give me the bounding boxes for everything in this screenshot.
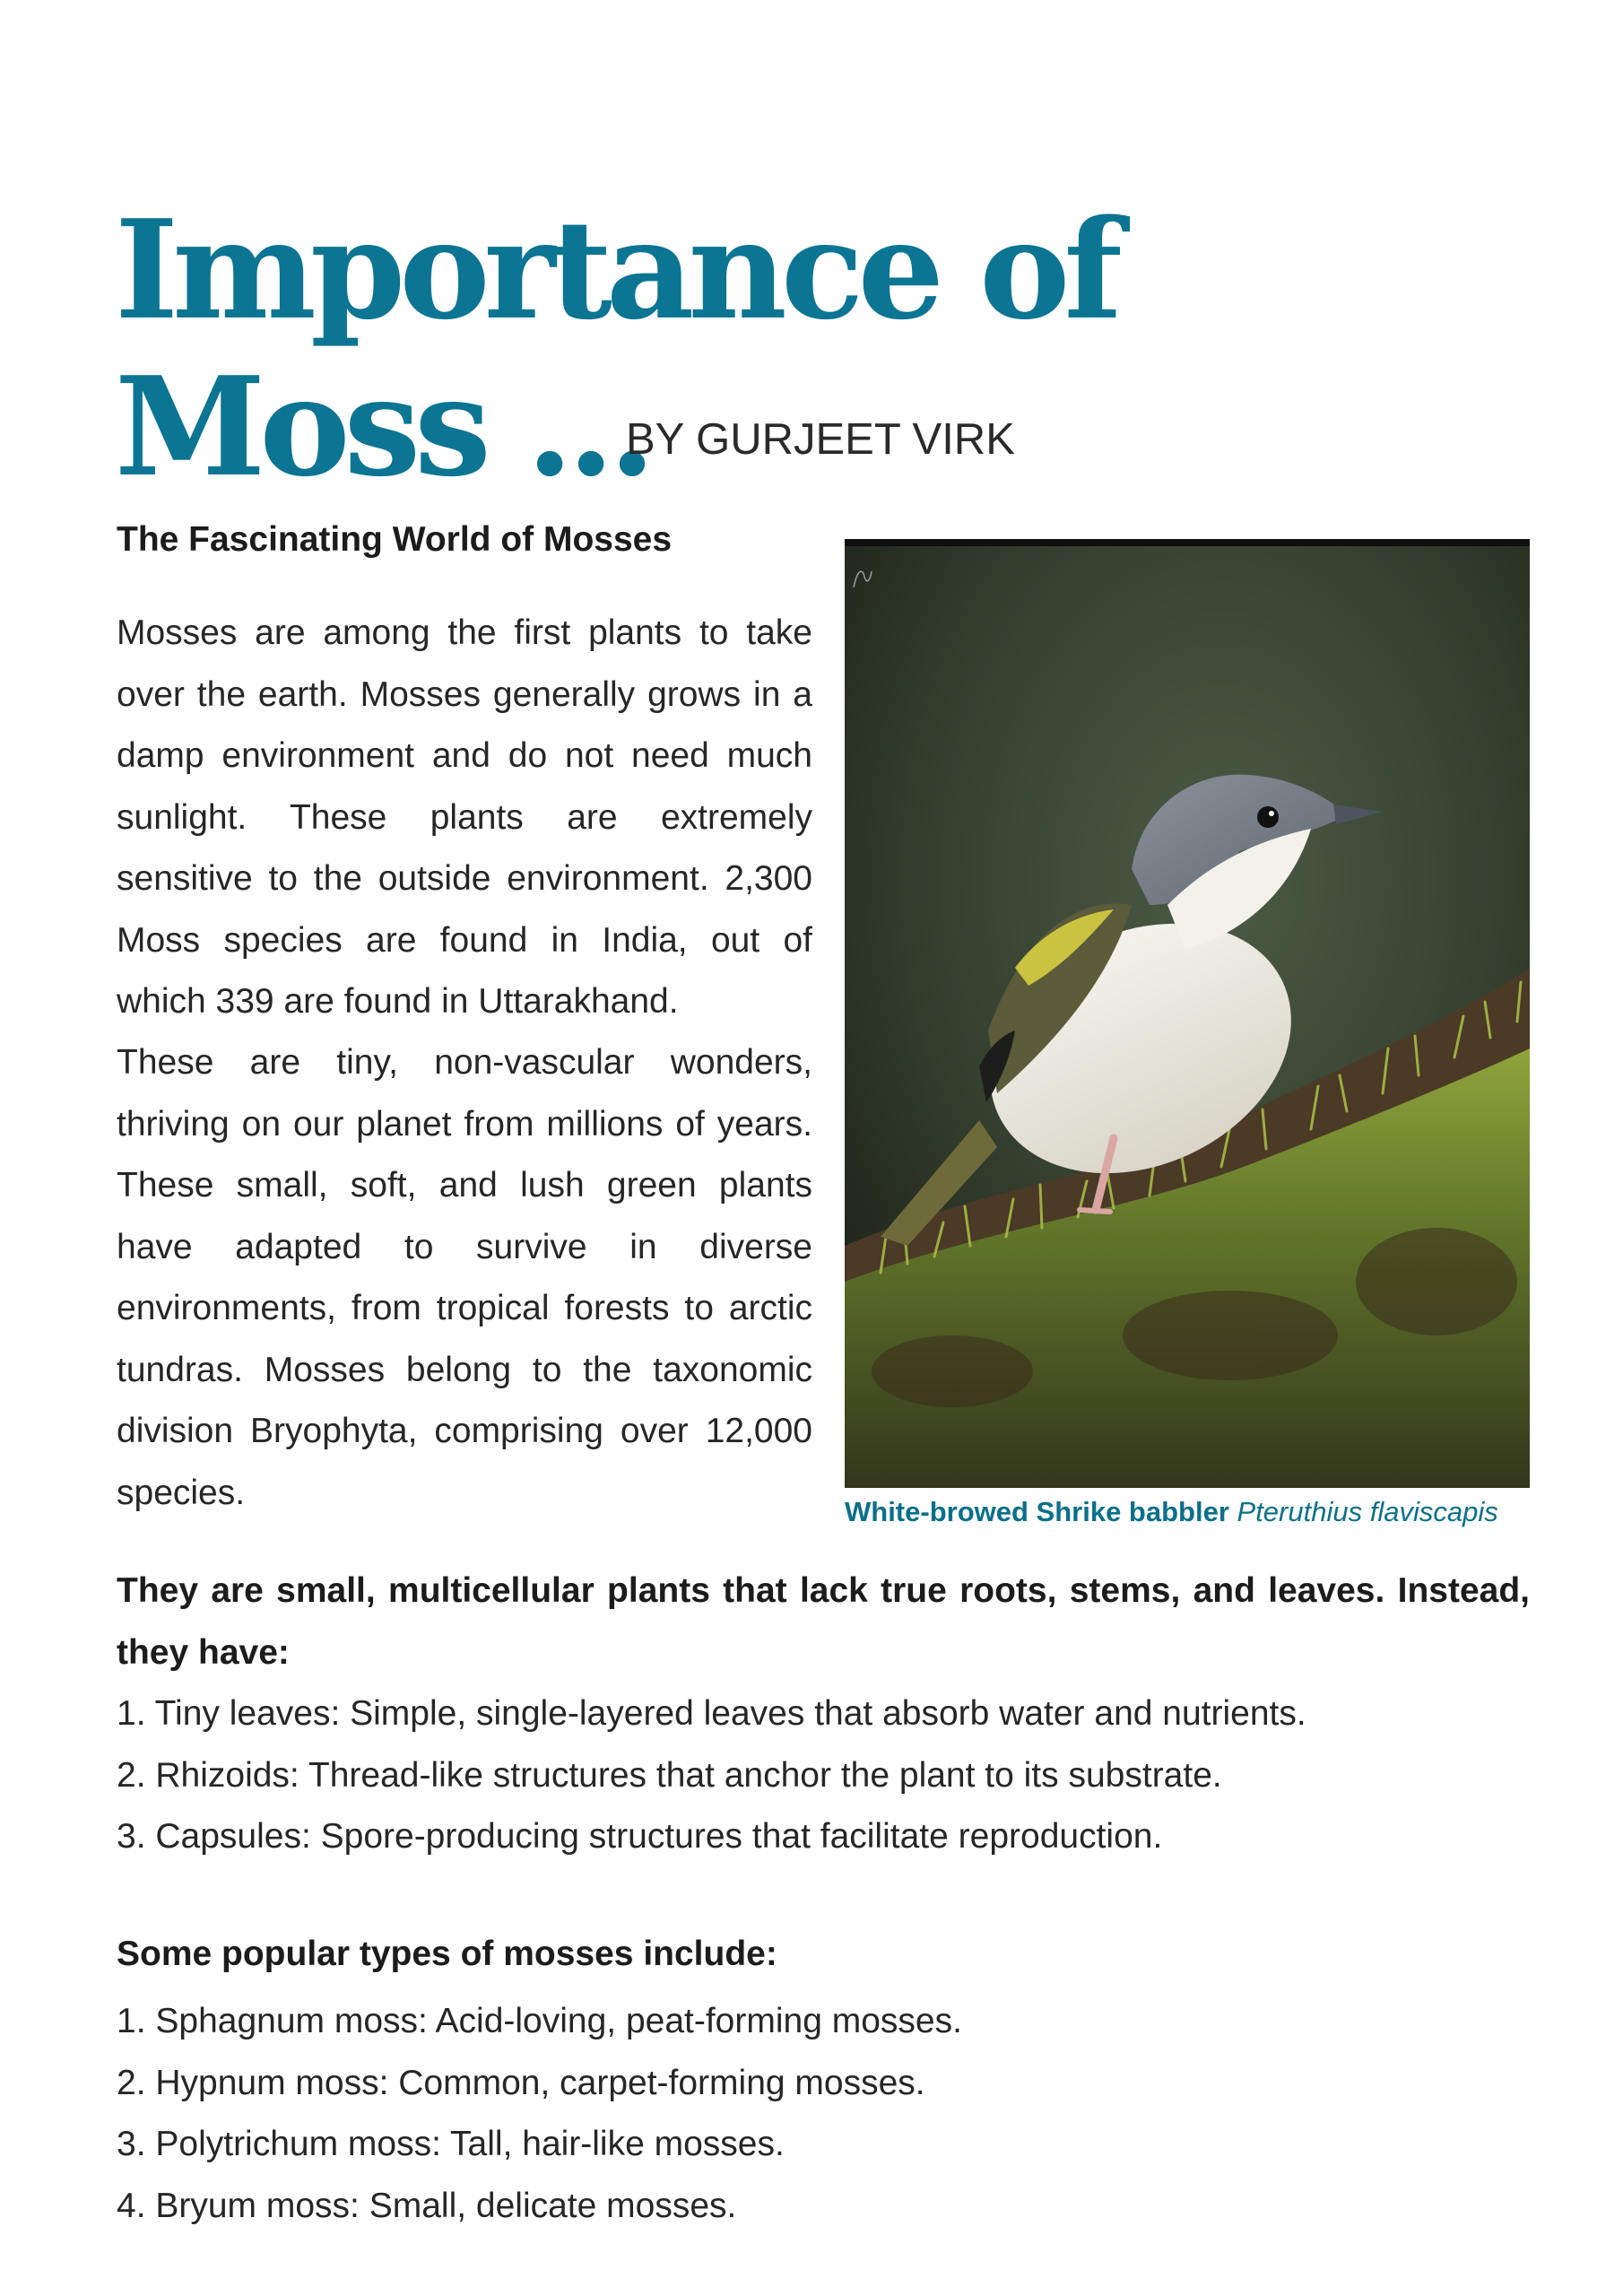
list-item: 2. Hypnum moss: Common, carpet-forming mosses. (117, 2063, 925, 2102)
article-title-line-1: Importance of (115, 189, 1116, 350)
photo-caption (845, 1494, 1530, 1530)
list-item: 3. Capsules: Spore-producing structures that facilitate reproduction. (117, 1817, 1163, 1856)
bird-on-moss-photo (845, 539, 1530, 1488)
author-byline: BY GURJEET VIRK (626, 415, 1015, 464)
caption-latin-name: Pteruthius flaviscapis (1237, 1496, 1498, 1527)
list-item: 3. Polytrichum moss: Tall, hair-like mosses. (117, 2125, 785, 2163)
section-subtitle: The Fascinating World of Mosses (117, 520, 673, 559)
list-item: 4. Bryum moss: Small, delicate mosses. (117, 2186, 737, 2225)
types-heading: Some popular types of mosses include: (117, 1935, 777, 1973)
list-item: 1. Tiny leaves: Simple, single-layered leaves that absorb water and nutrients. (117, 1694, 1306, 1733)
list-item: 1. Sphagnum moss: Acid-loving, peat-forming mosses. (117, 2002, 962, 2040)
features-list (117, 1683, 1306, 1868)
caption-common-name: White-browed Shrike babbler (845, 1496, 1229, 1527)
article-title-line-2: Moss ... (115, 346, 650, 507)
features-intro: They are small, multicellular plants that lack true roots, stems, and leaves. Instead, they have: (117, 1571, 1530, 1672)
photographer-signature-icon (850, 561, 875, 596)
list-item: 2. Rhizoids: Thread-like structures that anchor the plant to its substrate. (117, 1755, 1222, 1795)
body-paragraph-1: Mosses are among the first plants to take over the earth. Mosses generally grows in a damp environment and do not need much sunlight. These plants are extremely sensitive to the outside environment. 2,300 Moss species are found in India, out of which 339 are found in Uttarakhand. (117, 613, 812, 1021)
moss-types-list (117, 1991, 962, 2237)
body-paragraph-2: These are tiny, non-vascular wonders, thriving on our planet from millions of years. These small, soft, and lush green plants have adapted to survive in diverse environments, from tropical forests to arctic tundras. Mosses belong to the taxonomic division Bryophyta, comprising over 12,000 species. (117, 1043, 812, 1512)
